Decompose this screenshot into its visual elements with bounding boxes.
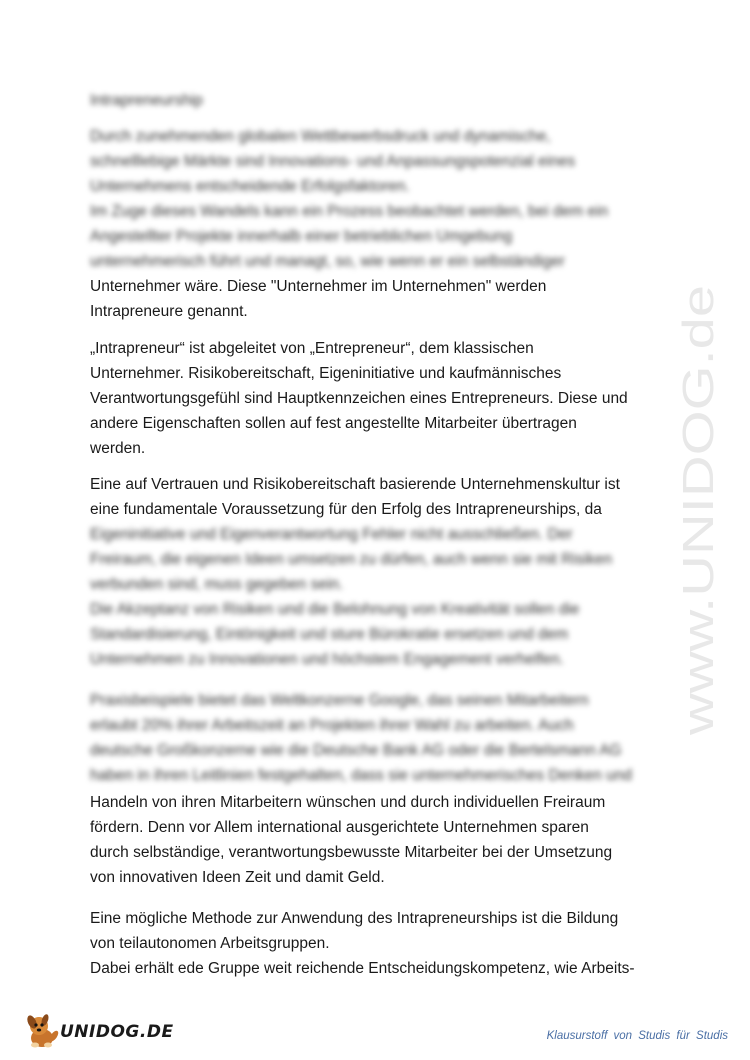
paragraph-2	[90, 336, 670, 461]
text-line: Eine auf Vertrauen und Risikobereitschaft basierende Unternehmenskultur ist	[90, 476, 620, 493]
text-line: Freiraum, die eigenen Ideen umsetzen zu dürfen, auch wenn sie mit Risiken	[90, 551, 613, 568]
text-line: haben in ihren Leitlinien festgehalten, dass sie unternehmerisches Denken und	[90, 767, 632, 784]
text-line: andere Eigenschaften sollen auf fest angestellte Mitarbeiter übertragen	[90, 415, 577, 432]
text-line: Durch zunehmenden globalen Wettbewerbsdruck und dynamische,	[90, 128, 551, 145]
paragraph-4-blurred	[90, 688, 670, 788]
text-line: Handeln von ihren Mitarbeitern wünschen und durch individuellen Freiraum	[90, 794, 606, 811]
logo-text: UNIDOG.DE	[60, 1022, 174, 1042]
text-line: unternehmerisch führt und managt, so, wie wenn er ein selbständiger	[90, 253, 565, 270]
paragraph-1-blurred	[90, 124, 670, 274]
paragraph-4-clear	[90, 790, 670, 890]
text-line: Praxisbeispiele bietet das Weltkonzerne Google, das seinen Mitarbeitern	[90, 692, 589, 709]
heading	[90, 88, 670, 113]
text-line: „Intrapreneur“ ist abgeleitet von „Entrepreneur“, dem klassischen	[90, 340, 534, 357]
text-line: Eigeninitiative und Eigenverantwortung Fehler nicht ausschließen. Der	[90, 526, 573, 543]
text-line: Unternehmens entscheidende Erfolgsfaktoren.	[90, 178, 410, 195]
text-line: werden.	[90, 440, 146, 457]
paragraph-1-clear	[90, 274, 670, 324]
text-line: Die Akzeptanz von Risiken und die Belohnung von Kreativität sollen die	[90, 601, 580, 618]
text-line: Eine mögliche Methode zur Anwendung des Intrapreneurships ist die Bildung	[90, 910, 619, 927]
watermark-text: www.UNIDOG.de	[674, 392, 723, 735]
dog-mascot-icon	[22, 1012, 62, 1052]
text-line: verbunden sind, muss gegeben sein.	[90, 576, 344, 593]
text-line: Standardisierung, Eintönigkeit und sture Bürokratie ersetzen und dem	[90, 626, 569, 643]
text-line: Verantwortungsgefühl sind Hauptkennzeichen eines Entrepreneurs. Diese und	[90, 390, 628, 407]
text-line: erlaubt 20% ihrer Arbeitszeit an Projekten ihrer Wahl zu arbeiten. Auch	[90, 717, 574, 734]
text-line: Dabei erhält ede Gruppe weit reichende Entscheidungskompetenz, wie Arbeits-	[90, 960, 635, 977]
paragraph-3-blurred	[90, 522, 670, 672]
text-line: eine fundamentale Voraussetzung für den Erfolg des Intrapreneurships, da	[90, 501, 602, 518]
text-line: Im Zuge dieses Wandels kann ein Prozess beobachtet werden, bei dem ein	[90, 203, 609, 220]
text-line: schnelllebige Märkte sind Innovations- und Anpassungspotenzial eines	[90, 153, 576, 170]
text-line: Unternehmer wäre. Diese "Unternehmer im Unternehmen" werden	[90, 278, 547, 295]
text-line: Unternehmen zu Innovationen und höchstem Engagement verhelfen.	[90, 651, 564, 668]
heading-text: Intrapreneurship	[90, 92, 203, 109]
paragraph-5	[90, 906, 670, 981]
text-line: Unternehmer. Risikobereitschaft, Eigeninitiative und kaufmännisches	[90, 365, 562, 382]
text-line: durch selbständige, verantwortungsbewusste Mitarbeiter bei der Umsetzung	[90, 844, 613, 861]
unidog-logo	[22, 1012, 174, 1052]
text-line: von teilautonomen Arbeitsgruppen.	[90, 935, 330, 952]
watermark	[665, 280, 725, 740]
text-line: Angestellter Projekte innerhalb einer betrieblichen Umgebung	[90, 228, 513, 245]
text-line: Intrapreneure genannt.	[90, 303, 248, 320]
footer-tagline: Klausurstoff von Studis für Studis	[546, 1030, 728, 1042]
text-line: deutsche Großkonzerne wie die Deutsche Bank AG oder die Bertelsmann AG	[90, 742, 622, 759]
text-line: von innovativen Ideen Zeit und damit Geld.	[90, 869, 385, 886]
paragraph-3-clear	[90, 472, 670, 522]
text-line: fördern. Denn vor Allem international ausgerichtete Unternehmen sparen	[90, 819, 589, 836]
